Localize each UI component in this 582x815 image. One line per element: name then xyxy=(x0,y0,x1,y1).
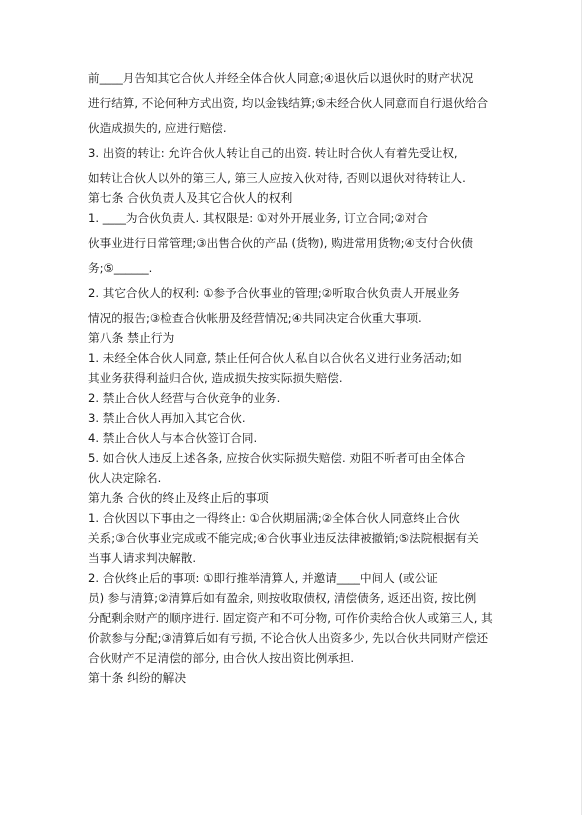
text-line: 当事人请求判决解散. xyxy=(88,551,197,565)
text-line: 3. 禁止合伙人再加入其它合伙. xyxy=(88,411,246,425)
text-line: 5. 如合伙人违反上述各条, 应按合伙实际损失赔偿. 劝阻不听者可由全体合 xyxy=(88,451,466,465)
document-body xyxy=(88,69,508,688)
text-line: 4. 禁止合伙人与本合伙签订合同. xyxy=(88,431,258,445)
text-line: 伙造成损失的, 应进行赔偿. xyxy=(88,121,227,135)
text-line: 3. 出资的转让: 允许合伙人转让自己的出资. 转让时合伙人有着先受让权, xyxy=(88,146,458,160)
text-line: 情况的报告;③检查合伙帐册及经营情况;④共同决定合伙重大事项. xyxy=(88,311,422,325)
text-line: 伙事业进行日常管理;③出售合伙的产品 (货物), 购进常用货物;④支付合伙债 xyxy=(88,236,473,250)
text-line: 伙人决定除名. xyxy=(88,471,162,485)
text-line: 其业务获得利益归合伙, 造成损失按实际损失赔偿. xyxy=(88,371,343,385)
text-line: 2. 禁止合伙人经营与合伙竞争的业务. xyxy=(88,391,281,405)
text-line: 员) 参与清算;②清算后如有盈余, 则按收取债权, 清偿债务, 返还出资, 按比例 xyxy=(88,591,477,605)
text-line: 关系;③合伙事业完成或不能完成;④合伙事业违反法律被撤销;⑤法院根据有关 xyxy=(88,531,479,545)
section-heading: 第十条 纠纷的解决 xyxy=(88,671,187,685)
text-line: 进行结算, 不论何种方式出资, 均以金钱结算;⑤未经合伙人同意而自行退伙给合 xyxy=(88,96,489,110)
text-line: 合伙财产不足清偿的部分, 由合伙人按出资比例承担. xyxy=(88,651,355,665)
text-line: 2. 合伙终止后的事项: ①即行推举清算人, 并邀请____中间人 (或公证 xyxy=(88,571,438,585)
section-heading: 第八条 禁止行为 xyxy=(88,331,175,345)
section-heading: 第七条 合伙负责人及其它合伙人的权利 xyxy=(88,191,293,205)
text-line: 如转让合伙人以外的第三人, 第三人应按入伙对待, 否则以退伙对待转让人. xyxy=(88,171,466,185)
text-line: 2. 其它合伙人的权利: ①参予合伙事业的管理;②听取合伙负责人开展业务 xyxy=(88,286,460,300)
text-line: 分配剩余财产的顺序进行. 固定资产和不可分物, 可作价卖给合伙人或第三人, 其 xyxy=(88,611,493,625)
section-heading: 第九条 合伙的终止及终止后的事项 xyxy=(88,491,269,505)
text-line: 1. ____为合伙负责人. 其权限是: ①对外开展业务, 订立合同;②对合 xyxy=(88,211,429,225)
text-line: 1. 合伙因以下事由之一得终止: ①合伙期届满;②全体合伙人同意终止合伙 xyxy=(88,511,460,525)
text-line: 1. 未经全体合伙人同意, 禁止任何合伙人私自以合伙名义进行业务活动;如 xyxy=(88,351,462,365)
text-line: 务;⑤______. xyxy=(88,261,153,275)
text-line: 价款参与分配;③清算后如有亏损, 不论合伙人出资多少, 先以合伙共同财产偿还 xyxy=(88,631,489,645)
text-line: 前____月告知其它合伙人并经全体合伙人同意;④退伙后以退伙时的财产状况 xyxy=(88,71,474,85)
